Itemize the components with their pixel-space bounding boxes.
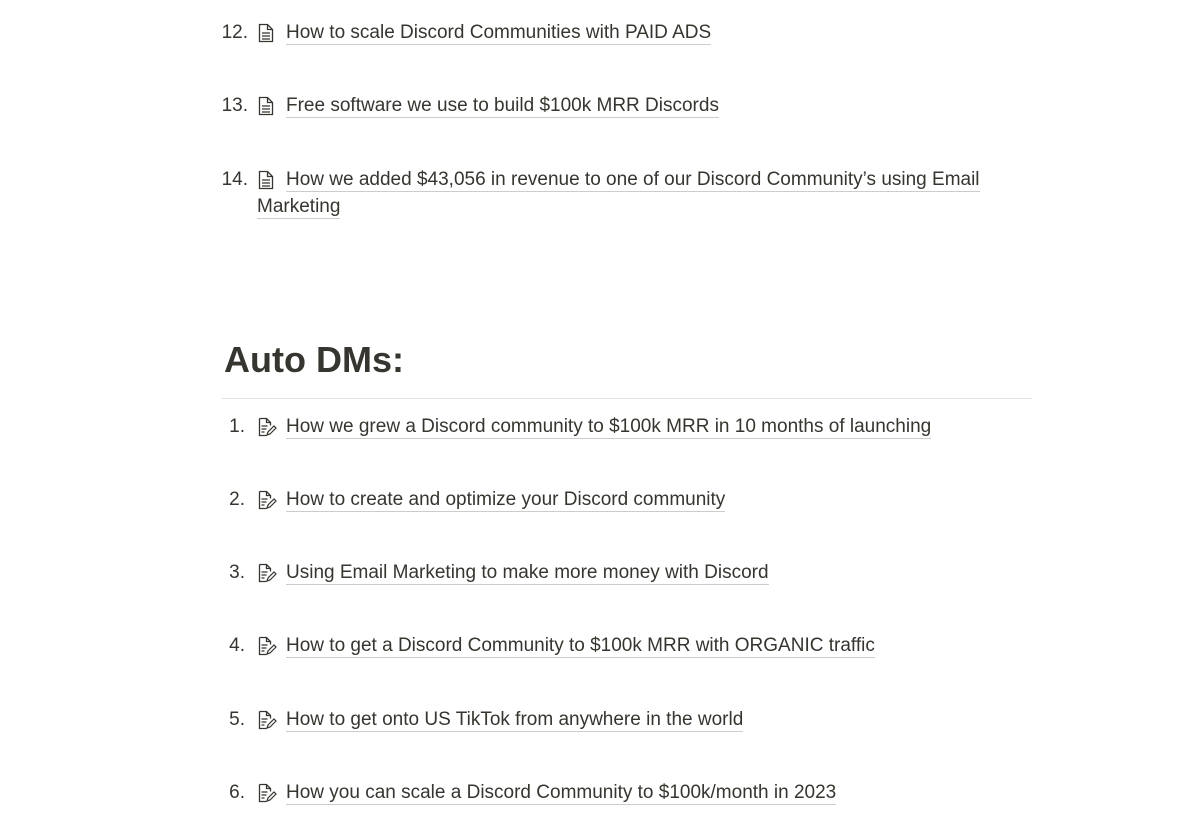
section-heading: Auto DMs:	[224, 339, 404, 380]
page-icon[interactable]	[257, 170, 277, 190]
page-edit-icon[interactable]	[257, 563, 277, 583]
list-number: 1.	[229, 416, 245, 437]
page-edit-icon[interactable]	[257, 636, 277, 656]
page-edit-icon[interactable]	[257, 783, 277, 803]
page-link[interactable]: How to get a Discord Community to $100k MRR with ORGANIC traffic	[286, 635, 875, 656]
page-link-continuation[interactable]: Marketing	[257, 196, 341, 217]
heading-divider	[222, 398, 1032, 399]
page-link[interactable]: How we added $43,056 in revenue to one of our Discord Community’s using Email	[286, 169, 980, 190]
list-number: 3.	[229, 562, 245, 583]
page-icon[interactable]	[257, 96, 277, 116]
page-link[interactable]: Using Email Marketing to make more money with Discord	[286, 562, 769, 583]
page-link[interactable]: How to scale Discord Communities with PAID ADS	[286, 22, 712, 43]
list-number: 4.	[229, 635, 245, 656]
list-number: 5.	[229, 709, 245, 730]
list-number: 12.	[221, 22, 248, 43]
list-number: 6.	[229, 782, 245, 803]
page-link[interactable]: How you can scale a Discord Community to $100k/month in 2023	[286, 782, 837, 803]
page-icon[interactable]	[257, 23, 277, 43]
page-link[interactable]: How to get onto US TikTok from anywhere in the world	[286, 709, 744, 730]
list-number: 14.	[221, 169, 248, 190]
page-edit-icon[interactable]	[257, 417, 277, 437]
page-edit-icon[interactable]	[257, 490, 277, 510]
page-link[interactable]: How we grew a Discord community to $100k MRR in 10 months of launching	[286, 416, 932, 437]
page-edit-icon[interactable]	[257, 710, 277, 730]
list-number: 2.	[229, 489, 245, 510]
list-number: 13.	[221, 95, 248, 116]
page-link[interactable]: How to create and optimize your Discord community	[286, 489, 726, 510]
page-link[interactable]: Free software we use to build $100k MRR Discords	[286, 95, 719, 116]
